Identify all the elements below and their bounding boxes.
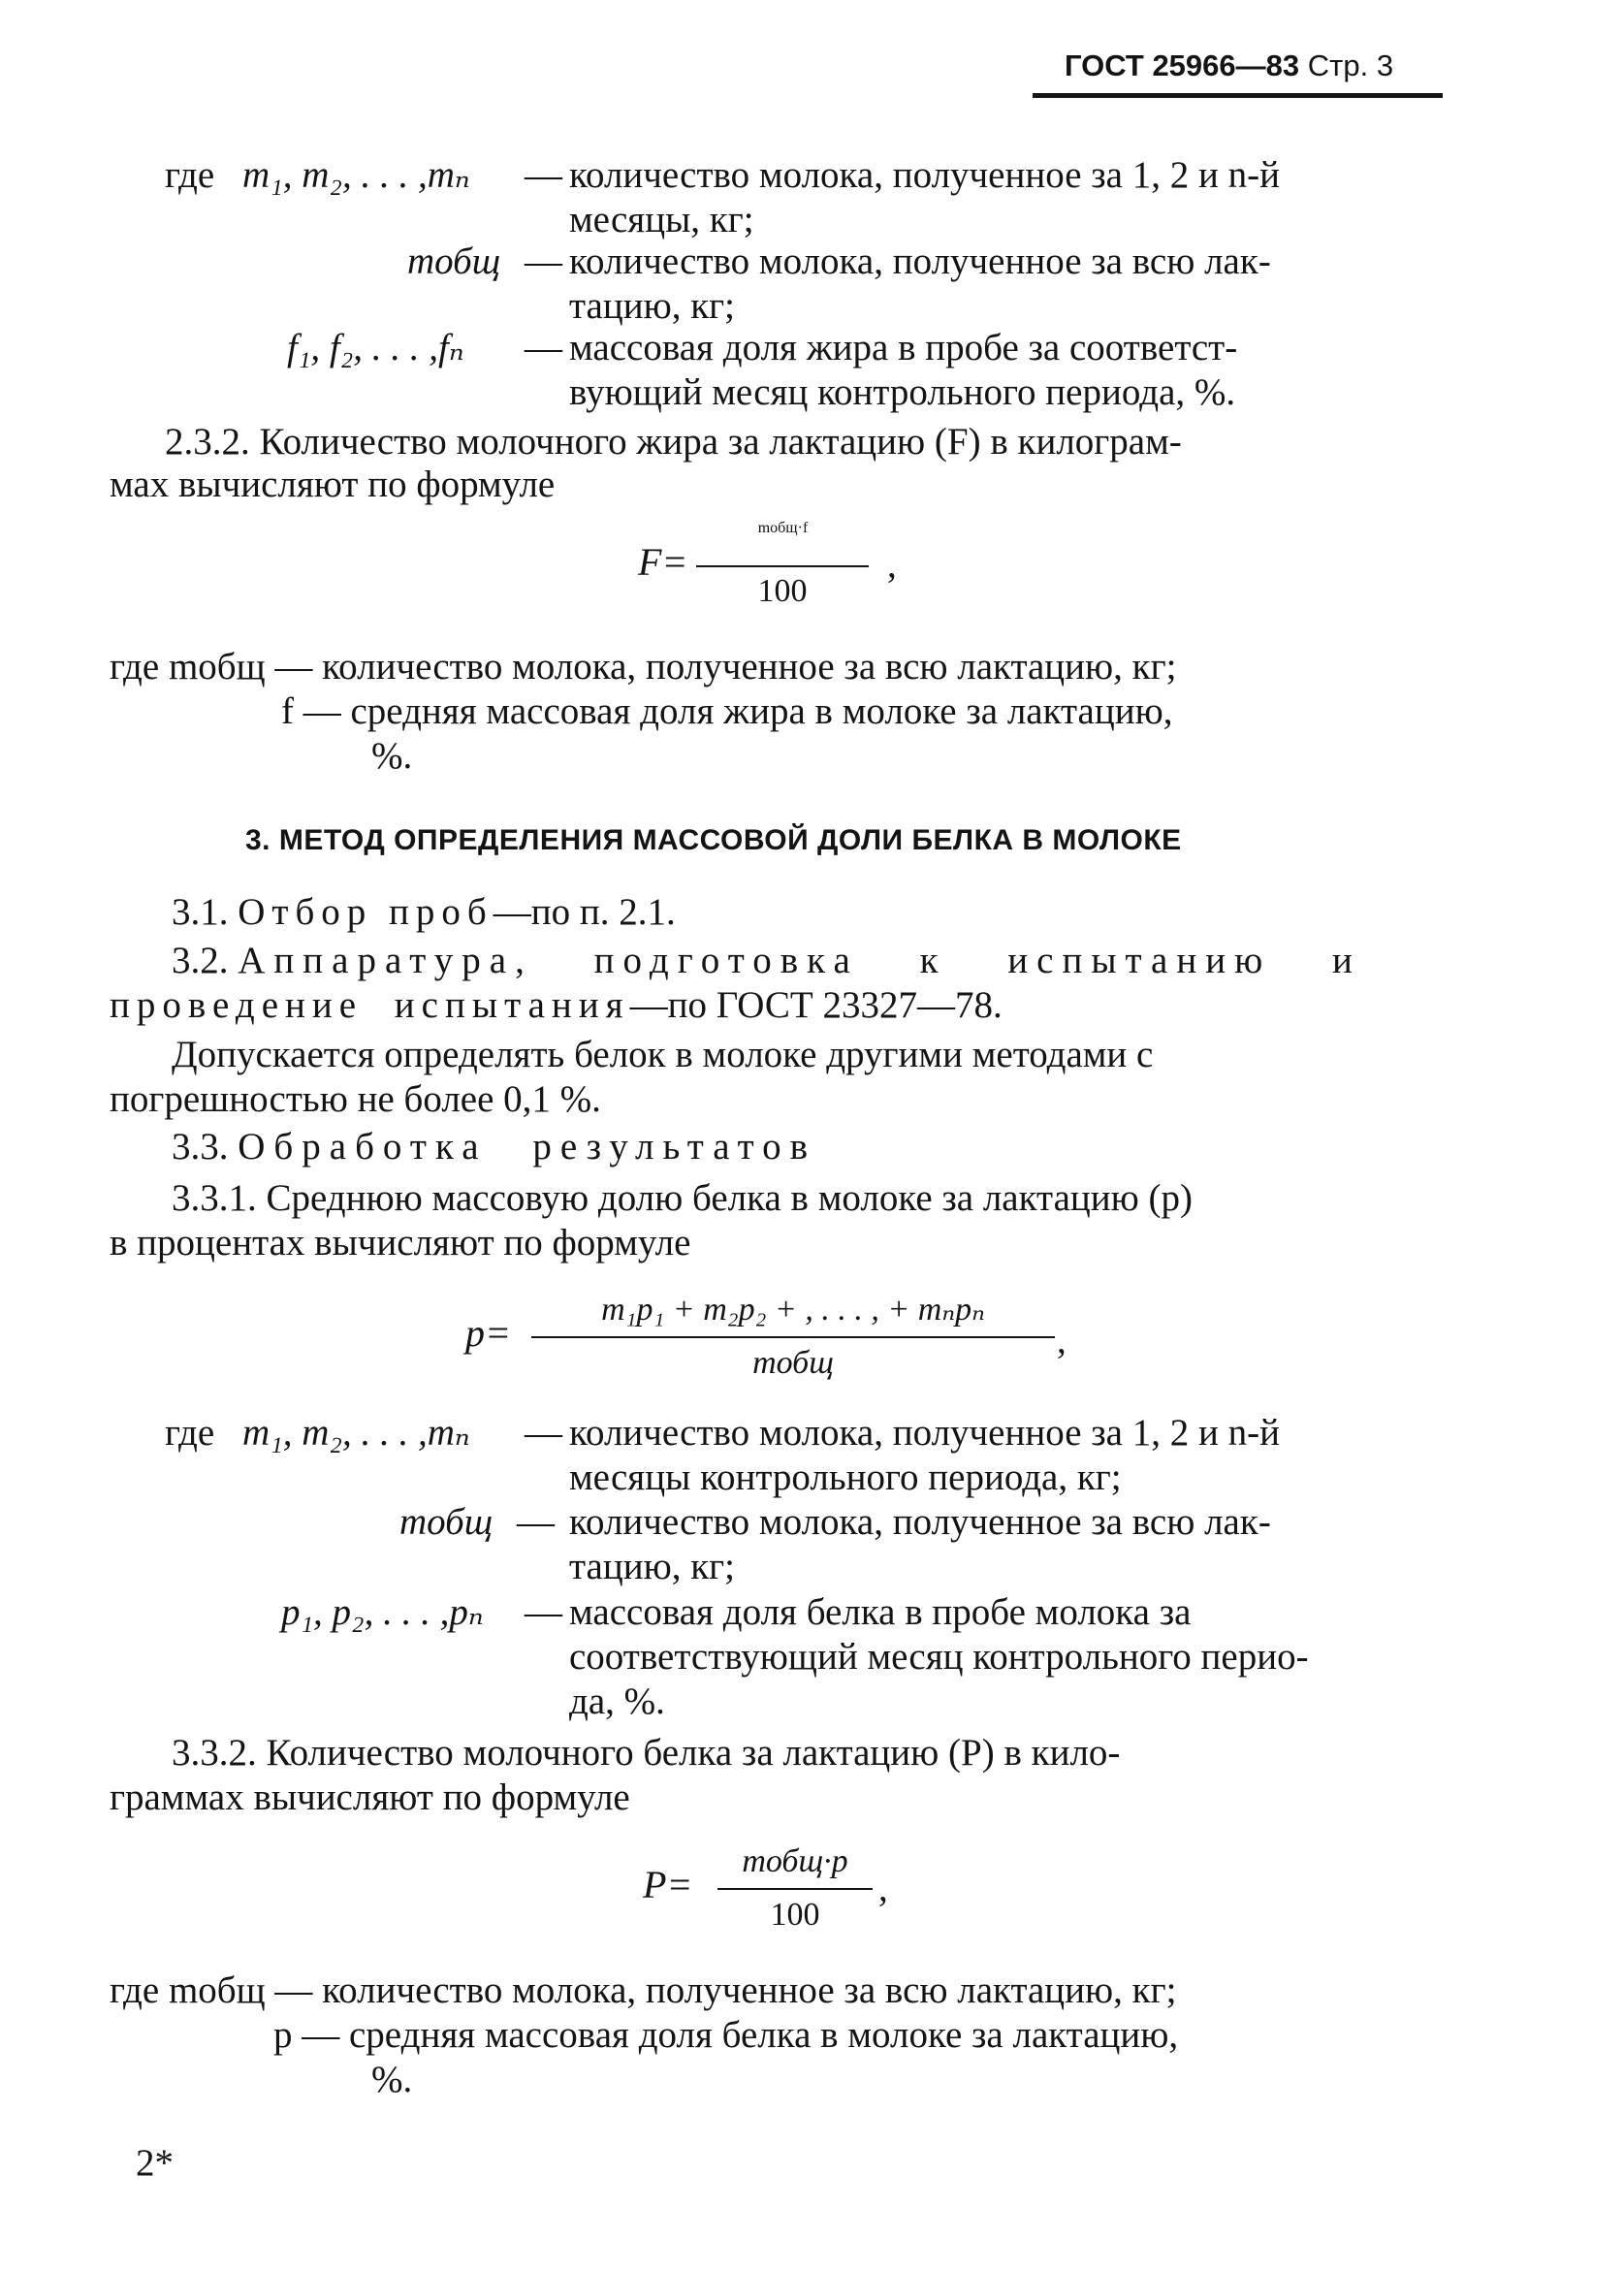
para-3-1-rest: —по п. 2.1. (493, 891, 676, 933)
para-3-1-spaced: Отбор проб (238, 891, 494, 933)
defs1-item2-dash: — (525, 240, 562, 282)
para-3-2-line2-rest: —по ГОСТ 23327—78. (629, 984, 1003, 1026)
formula-p-bar (531, 1336, 1055, 1338)
defs1-item3-symbol: f₁, f₂, . . . ,fₙ (287, 327, 464, 368)
para-2-3-2-line2: мах вычисляют по формуле (110, 464, 556, 505)
defs3-item2-line2: тацию, кг; (569, 1546, 735, 1587)
defs3-item3-line2: соответствующий месяц контрольного перио- (569, 1636, 1309, 1678)
para-3-3-1-line2: в процентах вычисляют по формуле (110, 1222, 691, 1264)
defs3-item2-dash: — (517, 1501, 555, 1543)
defs3-item3-line1: массовая доля белка в пробе молока за (569, 1591, 1192, 1633)
para-3-1 (172, 890, 676, 935)
defs3-gde: где (165, 1412, 215, 1454)
defs1-item1-line2: месяцы, кг; (569, 199, 754, 240)
defs2-line1: где mобщ — количество молока, полученное за всю лактацию, кг; (110, 646, 1177, 688)
formula-F-bar (696, 565, 869, 567)
formula-F-lhs: F= (638, 540, 688, 584)
formula-P-numerator: mобщ·p (742, 1843, 848, 1879)
section-3-title: 3. МЕТОД ОПРЕДЕЛЕНИЯ МАССОВОЙ ДОЛИ БЕЛКА В МОЛОКЕ (245, 824, 1182, 856)
para-3-3-1-line1: 3.3.1. Среднюю массовую долю белка в молоке за лактацию (p) (172, 1177, 1193, 1219)
formula-F-numerator: mобщ·f (757, 520, 809, 536)
formula-p-tail: , (1057, 1320, 1067, 1361)
para-2-3-2-line1: 2.3.2. Количество молочного жира за лактацию (F) в килограм- (165, 421, 1182, 463)
defs1-item2-line2: тацию, кг; (569, 285, 735, 327)
defs1-item1-line1: количество молока, полученное за 1, 2 и n-й (569, 154, 1280, 196)
allow-line2: погрешностью не более 0,1 %. (110, 1078, 601, 1120)
standard-number: ГОСТ 25966—83 (1065, 48, 1300, 82)
page-header (1065, 48, 1393, 83)
formula-p-denominator: mобщ (752, 1345, 834, 1381)
defs3-item2-symbol: mобщ (399, 1501, 494, 1543)
defs1-item1-symbol: m₁, m₂, . . . ,mₙ (242, 154, 470, 196)
formula-p-numerator: m₁p₁ + m₂p₂ + , . . . , + mₙpₙ (601, 1292, 985, 1328)
para-3-1-num: 3.1. (172, 891, 229, 933)
defs3-item3-symbol: p₁, p₂, . . . ,pₙ (281, 1591, 484, 1633)
defs1-item3-line2: вующий месяц контрольного периода, %. (569, 371, 1236, 413)
defs1-item2-symbol: mобщ (407, 240, 501, 282)
defs3-item1-line1: количество молока, полученное за 1, 2 и n-й (569, 1412, 1280, 1454)
para-3-3-2-line2: граммах вычисляют по формуле (110, 1776, 630, 1818)
allow-line1: Допускается определять белок в молоке другими методами с (172, 1034, 1154, 1075)
header-rule (1033, 93, 1443, 98)
defs4-line3: %. (371, 2059, 413, 2100)
formula-P-bar (717, 1888, 873, 1890)
page-number: Стр. 3 (1307, 48, 1394, 82)
defs3-item3-line3: да, %. (569, 1680, 665, 1722)
formula-P-tail: , (878, 1868, 888, 1909)
para-3-3-2-line1: 3.3.2. Количество молочного белка за лактацию (P) в кило- (172, 1732, 1121, 1774)
para-3-2-line2 (110, 983, 1003, 1028)
defs1-item2-line1: количество молока, полученное за всю лак- (569, 240, 1271, 282)
formula-P-lhs: P= (643, 1863, 693, 1906)
para-3-3-num: 3.3. (172, 1126, 229, 1168)
defs3-item3-dash: — (525, 1591, 562, 1633)
para-3-2-num: 3.2. (172, 940, 229, 981)
defs4-line2: p — средняя массовая доля белка в молоке за лактацию, (273, 2014, 1179, 2056)
page-signature: 2* (136, 2142, 174, 2184)
defs1-gde: где (165, 154, 215, 196)
defs4-line1: где mобщ — количество молока, полученное за всю лактацию, кг; (110, 1969, 1177, 2011)
defs1-item3-line1: массовая доля жира в пробе за соответст- (569, 327, 1238, 368)
defs1-item3-dash: — (525, 327, 562, 368)
defs1-item1-dash: — (525, 154, 562, 196)
formula-F-tail: , (887, 544, 897, 586)
defs2-line3: %. (371, 735, 413, 777)
formula-p-lhs: p= (465, 1311, 511, 1355)
defs3-item2-line1: количество молока, полученное за всю лак- (569, 1501, 1271, 1543)
formula-F-denominator: 100 (757, 573, 808, 609)
defs3-item1-symbol: m₁, m₂, . . . ,mₙ (242, 1412, 470, 1454)
para-3-3-spaced: Обработка результатов (238, 1126, 817, 1168)
para-3-2 (172, 939, 1361, 983)
defs2-line2: f — средняя массовая доля жира в молоке за лактацию, (281, 690, 1173, 732)
formula-P-denominator: 100 (770, 1897, 820, 1933)
para-3-2-line2-spaced: проведение испытания (110, 984, 630, 1026)
para-3-2-line1: Аппаратура, подготовка к испытанию и (238, 940, 1361, 981)
defs3-item1-dash: — (525, 1412, 562, 1454)
para-3-3 (172, 1125, 816, 1169)
defs3-item1-line2: месяцы контрольного периода, кг; (569, 1456, 1122, 1498)
